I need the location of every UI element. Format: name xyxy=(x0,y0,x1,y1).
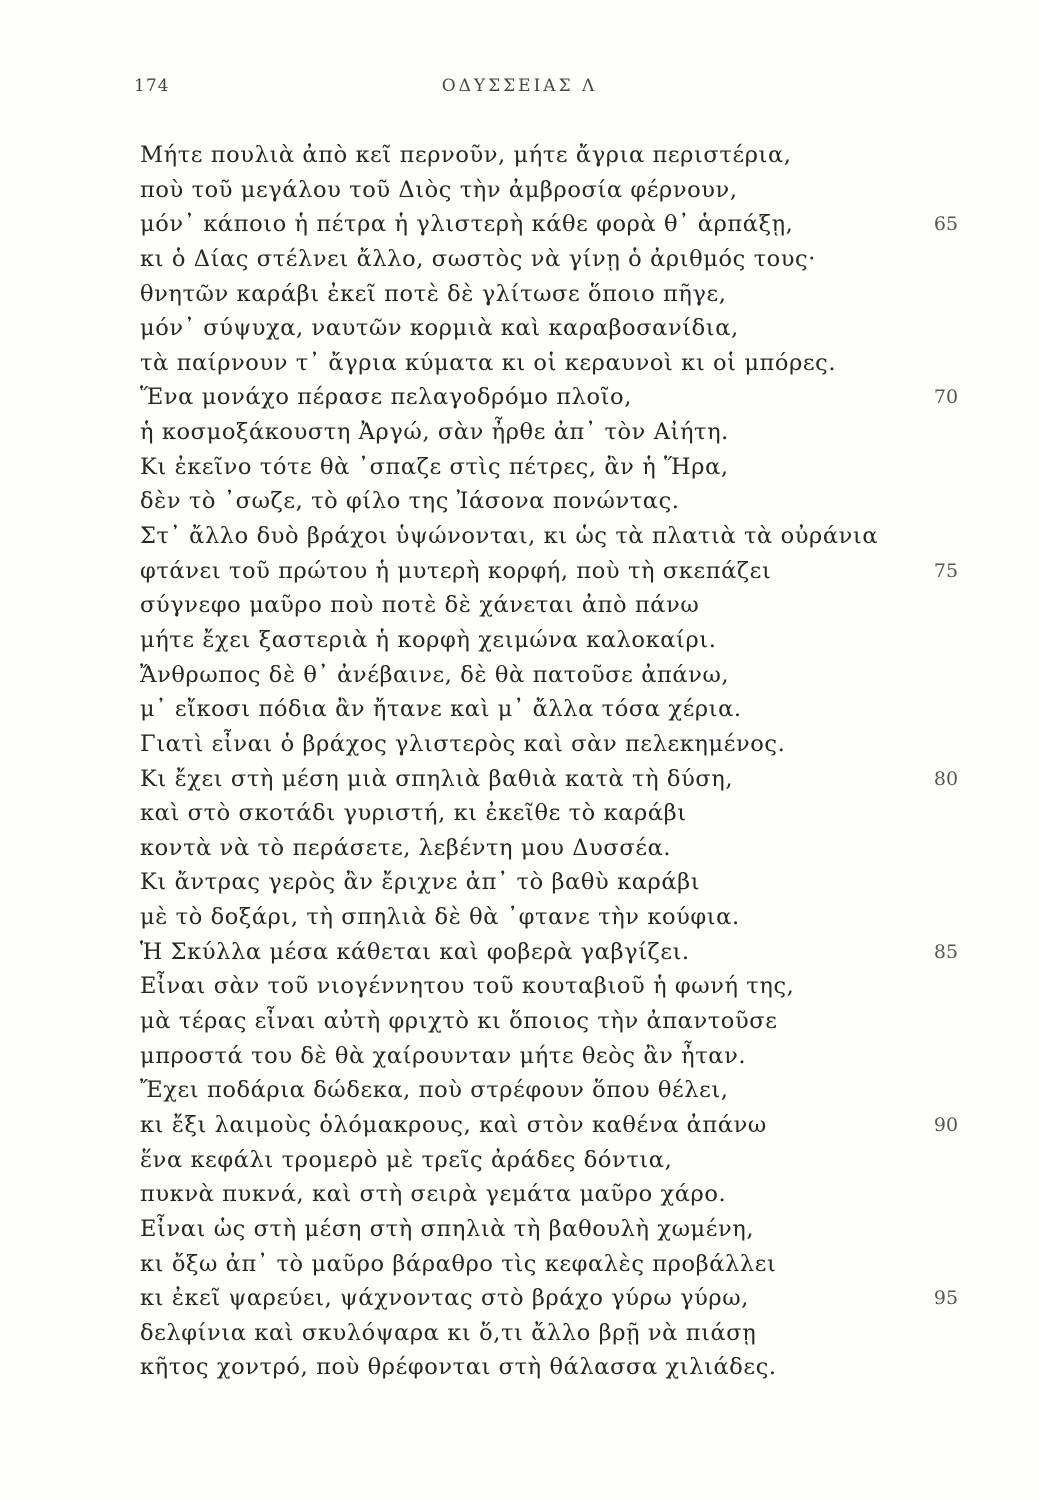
verse-line xyxy=(0,1212,1039,1247)
verse-line xyxy=(0,1073,1039,1108)
page-number: 174 xyxy=(134,76,170,96)
verse-line xyxy=(0,1143,1039,1178)
verse-text: μ᾽ εἴκοσι πόδια ἂν ἤτανε καὶ μ᾽ ἄλλα τόσα χέρια. xyxy=(140,696,742,723)
verse-text: Ἡ Σκύλλα μέσα κάθεται καὶ φοβερὰ γαβγίζει. xyxy=(140,938,690,965)
verse-line xyxy=(0,380,1039,415)
verse-line xyxy=(0,865,1039,900)
verse-line xyxy=(0,831,1039,866)
verse-text: κι ὄξω ἀπ᾽ τὸ μαῦρο βάραθρο τὶς κεφαλὲς προβάλλει xyxy=(140,1250,777,1277)
page-header xyxy=(0,72,1039,102)
verse-text: πυκνὰ πυκνά, καὶ στὴ σειρὰ γεμάτα μαῦρο χάρο. xyxy=(140,1181,727,1208)
verse-text: Γιατὶ εἶναι ὁ βράχος γλιστερὸς καὶ σὰν πελεκημένος. xyxy=(140,730,786,757)
verse-text: δὲν τὸ ᾽σωζε, τὸ φίλο της Ἰάσονα πονώντας. xyxy=(140,488,680,515)
line-number: 80 xyxy=(933,767,959,790)
verse-line xyxy=(0,796,1039,831)
line-number: 85 xyxy=(933,940,959,963)
verse-text: Στ᾽ ἄλλο δυὸ βράχοι ὑψώνονται, κι ὡς τὰ πλατιὰ τὰ οὐράνια xyxy=(140,523,879,550)
verse-text: τὰ παίρνουν τ᾽ ἄγρια κύματα κι οἱ κεραυνοὶ κι οἱ μπόρες. xyxy=(140,349,837,376)
verse-line xyxy=(0,762,1039,797)
verse-line xyxy=(0,415,1039,450)
verse-text: μπροστά του δὲ θὰ χαίρουνταν μήτε θεὸς ἂν ἦταν. xyxy=(140,1042,747,1069)
verse-text: Κι ἐκεῖνο τότε θὰ ᾽σπαζε στὶς πέτρες, ἂν ἡ Ἥρα, xyxy=(140,453,729,480)
verse-line xyxy=(0,1281,1039,1316)
verse-text: φτάνει τοῦ πρώτου ἡ μυτερὴ κορφή, ποὺ τὴ σκεπάζει xyxy=(140,557,772,584)
verse-line xyxy=(0,450,1039,485)
verse-line xyxy=(0,138,1039,173)
verse-line xyxy=(0,311,1039,346)
poem-text xyxy=(0,138,1039,1385)
line-number: 65 xyxy=(933,213,959,236)
verse-line xyxy=(0,242,1039,277)
line-number: 90 xyxy=(933,1113,959,1136)
verse-text: κι ἐκεῖ ψαρεύει, ψάχνοντας στὸ βράχο γύρω γύρω, xyxy=(140,1285,749,1312)
verse-line xyxy=(0,277,1039,312)
verse-line xyxy=(0,1316,1039,1351)
verse-line xyxy=(0,658,1039,693)
verse-text: μόν᾽ κάποιο ἡ πέτρα ἡ γλιστερὴ κάθε φορὰ θ᾽ ἁρπάξῃ, xyxy=(140,211,794,238)
verse-line xyxy=(0,519,1039,554)
verse-text: Κι ἔχει στὴ μέση μιὰ σπηλιὰ βαθιὰ κατὰ τὴ δύση, xyxy=(140,765,734,792)
verse-text: Ἕνα μονάχο πέρασε πελαγοδρόμο πλοῖο, xyxy=(140,384,632,411)
verse-text: Ἔχει ποδάρια δώδεκα, ποὺ στρέφουν ὅπου θέλει, xyxy=(140,1077,729,1104)
verse-text: μὰ τέρας εἶναι αὐτὴ φριχτὸ κι ὅποιος τὴν ἀπαντοῦσε xyxy=(140,1008,778,1035)
verse-text: καὶ στὸ σκοτάδι γυριστή, κι ἐκεῖθε τὸ καράβι xyxy=(140,800,687,827)
verse-line xyxy=(0,554,1039,589)
verse-text: δελφίνια καὶ σκυλόψαρα κι ὅ,τι ἄλλο βρῇ νὰ πιάσῃ xyxy=(140,1319,757,1346)
verse-line xyxy=(0,1004,1039,1039)
verse-line xyxy=(0,484,1039,519)
verse-text: κι ὁ Δίας στέλνει ἄλλο, σωστὸς νὰ γίνῃ ὁ ἀριθμός τους· xyxy=(140,245,817,272)
verse-text: ἡ κοσμοξάκουστη Ἀργώ, σὰν ἦρθε ἀπ᾽ τὸν Αἰήτη. xyxy=(140,419,729,446)
verse-text: κοντὰ νὰ τὸ περάσετε, λεβέντη μου Δυσσέα. xyxy=(140,834,672,861)
verse-text: Εἶναι ὡς στὴ μέση στὴ σπηλιὰ τὴ βαθουλὴ χωμένη, xyxy=(140,1215,755,1242)
verse-line xyxy=(0,1108,1039,1143)
verse-line xyxy=(0,623,1039,658)
verse-line xyxy=(0,900,1039,935)
verse-line xyxy=(0,207,1039,242)
line-number: 95 xyxy=(933,1287,959,1310)
verse-line xyxy=(0,935,1039,970)
verse-line xyxy=(0,1039,1039,1074)
verse-text: σύγνεφο μαῦρο ποὺ ποτὲ δὲ χάνεται ἀπὸ πάνω xyxy=(140,592,700,619)
verse-text: Ἄνθρωπος δὲ θ᾽ ἀνέβαινε, δὲ θὰ πατοῦσε ἀπάνω, xyxy=(140,661,730,688)
verse-line xyxy=(0,692,1039,727)
verse-text: μὲ τὸ δοξάρι, τὴ σπηλιὰ δὲ θὰ ᾽φτανε τὴν κούφια. xyxy=(140,904,740,931)
verse-text: Κι ἄντρας γερὸς ἂν ἔριχνε ἀπ᾽ τὸ βαθὺ καράβι xyxy=(140,869,701,896)
verse-text: θνητῶν καράβι ἐκεῖ ποτὲ δὲ γλίτωσε ὅποιο πῆγε, xyxy=(140,280,727,307)
verse-text: ποὺ τοῦ μεγάλου τοῦ Διὸς τὴν ἀμβροσία φέρνουν, xyxy=(140,176,738,203)
running-title: ΟΔΥΣΣΕΙΑΣ Λ xyxy=(441,76,598,96)
verse-line xyxy=(0,727,1039,762)
verse-line xyxy=(0,1177,1039,1212)
line-number: 70 xyxy=(933,386,959,409)
verse-line xyxy=(0,969,1039,1004)
verse-line xyxy=(0,588,1039,623)
verse-text: μήτε ἔχει ξαστεριὰ ἡ κορφὴ χειμώνα καλοκαίρι. xyxy=(140,626,717,653)
verse-text: κι ἔξι λαιμοὺς ὁλόμακρους, καὶ στὸν καθένα ἀπάνω xyxy=(140,1111,767,1138)
line-number: 75 xyxy=(933,559,959,582)
verse-text: μόν᾽ σύψυχα, ναυτῶν κορμιὰ καὶ καραβοσανίδια, xyxy=(140,315,739,342)
verse-text: Μήτε πουλιὰ ἀπὸ κεῖ περνοῦν, μήτε ἄγρια περιστέρια, xyxy=(140,142,792,168)
verse-line xyxy=(0,1247,1039,1282)
verse-line xyxy=(0,346,1039,381)
verse-line xyxy=(0,173,1039,208)
verse-text: ἕνα κεφάλι τρομερὸ μὲ τρεῖς ἀράδες δόντια, xyxy=(140,1146,673,1173)
verse-text: Εἶναι σὰν τοῦ νιογέννητου τοῦ κουταβιοῦ ἡ φωνή της, xyxy=(140,973,795,1000)
verse-line xyxy=(0,1350,1039,1385)
verse-text: κῆτος χοντρό, ποὺ θρέφονται στὴ θάλασσα χιλιάδες. xyxy=(140,1354,777,1381)
